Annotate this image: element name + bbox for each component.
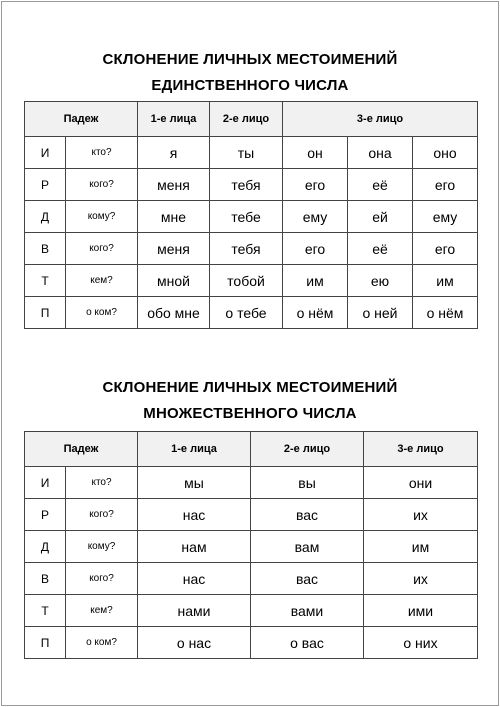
case-question: кому? xyxy=(66,201,138,233)
third-person-form: они xyxy=(364,467,478,499)
third-person-feminine-form: ею xyxy=(348,265,413,297)
third-person-neuter-form: его xyxy=(413,169,478,201)
table-row xyxy=(25,595,478,627)
table-header-row xyxy=(25,432,478,467)
third-person-form: ими xyxy=(364,595,478,627)
third-person-form: им xyxy=(364,531,478,563)
table-row xyxy=(25,499,478,531)
case-letter: Т xyxy=(25,595,66,627)
third-person-masculine-form: его xyxy=(283,233,348,265)
second-person-form: о тебе xyxy=(210,297,283,329)
third-person-neuter-form: о нём xyxy=(413,297,478,329)
case-question: кем? xyxy=(66,595,138,627)
singular-declension-table xyxy=(24,101,478,329)
plural-declension-table xyxy=(24,431,478,659)
header-first-person: 1-е лица xyxy=(138,102,210,137)
second-person-form: тебе xyxy=(210,201,283,233)
table-row xyxy=(25,531,478,563)
third-person-masculine-form: о нём xyxy=(283,297,348,329)
first-person-form: нам xyxy=(138,531,251,563)
case-letter: Т xyxy=(25,265,66,297)
case-question: кого? xyxy=(66,169,138,201)
third-person-form: их xyxy=(364,563,478,595)
table-row xyxy=(25,467,478,499)
case-letter: П xyxy=(25,627,66,659)
third-person-masculine-form: ему xyxy=(283,201,348,233)
first-person-form: нами xyxy=(138,595,251,627)
first-person-form: меня xyxy=(138,233,210,265)
case-question: кого? xyxy=(66,499,138,531)
third-person-masculine-form: его xyxy=(283,169,348,201)
header-second-person: 2-е лицо xyxy=(251,432,364,467)
case-letter: И xyxy=(25,467,66,499)
case-question: кто? xyxy=(66,137,138,169)
case-question: кому? xyxy=(66,531,138,563)
third-person-feminine-form: о ней xyxy=(348,297,413,329)
case-letter: В xyxy=(25,233,66,265)
second-person-form: вас xyxy=(251,499,364,531)
case-question: кем? xyxy=(66,265,138,297)
first-person-form: я xyxy=(138,137,210,169)
third-person-neuter-form: им xyxy=(413,265,478,297)
first-person-form: о нас xyxy=(138,627,251,659)
case-question: о ком? xyxy=(66,627,138,659)
plural-title-line1: СКЛОНЕНИЕ ЛИЧНЫХ МЕСТОИМЕНИЙ xyxy=(102,379,398,396)
table-row xyxy=(25,265,478,297)
second-person-form: тобой xyxy=(210,265,283,297)
second-person-form: вы xyxy=(251,467,364,499)
case-question: кого? xyxy=(66,233,138,265)
header-third-person: 3-е лицо xyxy=(364,432,478,467)
case-letter: П xyxy=(25,297,66,329)
third-person-masculine-form: он xyxy=(283,137,348,169)
case-letter: Д xyxy=(25,201,66,233)
case-question: о ком? xyxy=(66,297,138,329)
third-person-neuter-form: оно xyxy=(413,137,478,169)
third-person-masculine-form: им xyxy=(283,265,348,297)
first-person-form: мы xyxy=(138,467,251,499)
header-second-person: 2-е лицо xyxy=(210,102,283,137)
header-first-person: 1-е лица xyxy=(138,432,251,467)
second-person-form: о вас xyxy=(251,627,364,659)
case-letter: Р xyxy=(25,169,66,201)
third-person-neuter-form: ему xyxy=(413,201,478,233)
table-row xyxy=(25,233,478,265)
case-letter: В xyxy=(25,563,66,595)
header-case: Падеж xyxy=(25,432,138,467)
case-question: кого? xyxy=(66,563,138,595)
table-header-row xyxy=(25,102,478,137)
second-person-form: тебя xyxy=(210,233,283,265)
first-person-form: меня xyxy=(138,169,210,201)
header-third-person: 3-е лицо xyxy=(283,102,478,137)
first-person-form: нас xyxy=(138,499,251,531)
header-case: Падеж xyxy=(25,102,138,137)
third-person-feminine-form: её xyxy=(348,233,413,265)
third-person-form: о них xyxy=(364,627,478,659)
table-row xyxy=(25,201,478,233)
third-person-feminine-form: она xyxy=(348,137,413,169)
case-question: кто? xyxy=(66,467,138,499)
table-row xyxy=(25,137,478,169)
second-person-form: тебя xyxy=(210,169,283,201)
singular-title-line1: СКЛОНЕНИЕ ЛИЧНЫХ МЕСТОИМЕНИЙ xyxy=(102,51,398,68)
third-person-feminine-form: её xyxy=(348,169,413,201)
singular-title-line2: ЕДИНСТВЕННОГО ЧИСЛА xyxy=(151,77,349,94)
table-row xyxy=(25,563,478,595)
table-row xyxy=(25,297,478,329)
third-person-form: их xyxy=(364,499,478,531)
second-person-form: вам xyxy=(251,531,364,563)
first-person-form: нас xyxy=(138,563,251,595)
table-row xyxy=(25,169,478,201)
first-person-form: мной xyxy=(138,265,210,297)
third-person-neuter-form: его xyxy=(413,233,478,265)
second-person-form: ты xyxy=(210,137,283,169)
first-person-form: обо мне xyxy=(138,297,210,329)
plural-title-line2: МНОЖЕСТВЕННОГО ЧИСЛА xyxy=(143,405,357,422)
case-letter: Р xyxy=(25,499,66,531)
case-letter: Д xyxy=(25,531,66,563)
case-letter: И xyxy=(25,137,66,169)
third-person-feminine-form: ей xyxy=(348,201,413,233)
first-person-form: мне xyxy=(138,201,210,233)
second-person-form: вас xyxy=(251,563,364,595)
second-person-form: вами xyxy=(251,595,364,627)
table-row xyxy=(25,627,478,659)
